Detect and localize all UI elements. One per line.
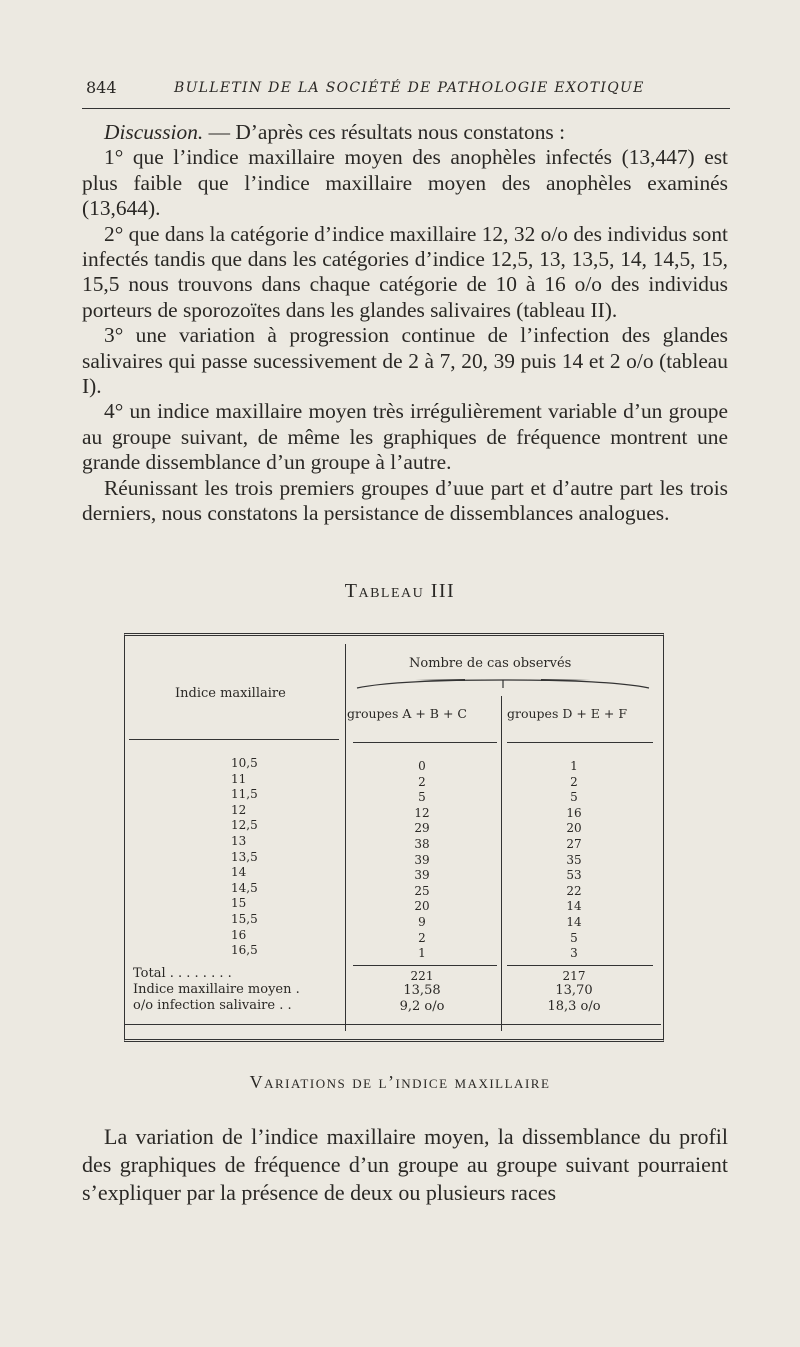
table-cell-a: 39 xyxy=(414,868,430,883)
table-cell-a: 0 xyxy=(418,759,426,773)
header-brace xyxy=(355,676,651,694)
table-cell-index: 12,5 xyxy=(231,818,258,833)
mean-abc: 13,58 xyxy=(403,983,441,998)
column-divider-1 xyxy=(345,644,346,1031)
cases-column-header: Nombre de cas observés xyxy=(409,656,572,671)
total-rule-1 xyxy=(353,965,497,966)
table-cell-b: 14 xyxy=(566,914,582,929)
infection-label: o/o infection salivaire . . xyxy=(133,998,292,1013)
page-number: 844 xyxy=(86,78,117,97)
table-cell-index: 13 xyxy=(231,833,247,848)
table-cell-index: 10,5 xyxy=(231,756,258,770)
data-table xyxy=(124,633,664,1042)
table-cell-b: 53 xyxy=(566,868,582,883)
final-paragraph: La variation de l’indice maxillaire moyen, la dissemblance du profil des graphiques de fréquence d’un groupe au groupe suivant pourraient s’expliquer par la présence de deux ou plusieurs races xyxy=(82,1124,728,1205)
table-cell-b: 1 xyxy=(570,759,578,773)
table-cell-a: 29 xyxy=(414,821,430,836)
table-cell-index: 16 xyxy=(231,927,247,942)
point-1: 1° que l’indice maxillaire moyen des anophèles infectés (13,447) est plus faible que l’indice maxillaire moyen des anophèles examinés (13,644). xyxy=(82,145,728,221)
table-cell-b: 3 xyxy=(570,946,578,961)
table-cell-index: 15,5 xyxy=(231,911,258,926)
header-rule-1 xyxy=(129,739,339,740)
bottom-inner-rule xyxy=(125,1024,661,1025)
table-cell-a: 2 xyxy=(418,930,426,945)
table-cell-index: 14 xyxy=(231,865,247,880)
infection-abc: 9,2 o/o xyxy=(399,999,445,1014)
final-section xyxy=(82,1123,728,1207)
table-cell-b: 27 xyxy=(566,836,582,851)
point-2: 2° que dans la catégorie d’indice maxillaire 12, 32 o/o des individus sont infectés tandis que dans les catégories d’indice 12,5, 13, 13,5, 14, 14,5, 15, 15,5 nous trouvons dans chaque catégorie de 10 à 16 o/o des individus porteurs de sporozoïtes dans les glandes salivaires (tableau II). xyxy=(82,221,728,322)
table-cell-a: 25 xyxy=(414,883,430,898)
running-header xyxy=(82,74,730,109)
table-cell-a: 20 xyxy=(414,899,430,914)
infection-def: 18,3 o/o xyxy=(547,999,601,1014)
group-def-values-column xyxy=(509,759,639,962)
table-cell-index: 11,5 xyxy=(231,787,258,802)
table-cell-index: 12 xyxy=(231,802,247,817)
table-cell-b: 20 xyxy=(566,821,582,836)
index-column-header: Indice maxillaire xyxy=(175,686,286,701)
table-cell-b: 16 xyxy=(566,805,582,820)
table-cell-a: 9 xyxy=(418,914,426,929)
table-cell-b: 5 xyxy=(570,790,578,805)
point-3: 3° une variation à progression continue de l’infection des glandes salivaires qui passe sucessivement de 2 à 7, 20, 39 puis 14 et 2 o/o (tableau I). xyxy=(82,323,728,399)
table-cell-index: 15 xyxy=(231,896,247,911)
table-cell-a: 12 xyxy=(414,805,430,820)
group-abc-header: groupes A + B + C xyxy=(347,706,467,721)
table-cell-b: 22 xyxy=(566,883,582,898)
table-cell-index: 11 xyxy=(231,771,247,786)
discussion-intro-text: — D’après ces résultats nous constatons : xyxy=(203,120,566,144)
discussion-section xyxy=(82,120,728,527)
journal-title: BULLETIN DE LA SOCIÉTÉ DE PATHOLOGIE EXOTIQUE xyxy=(174,80,645,96)
table-cell-b: 35 xyxy=(566,852,582,867)
discussion-intro xyxy=(82,120,728,145)
table-cell-a: 38 xyxy=(414,836,430,851)
mean-def: 13,70 xyxy=(555,983,593,998)
total-abc: 221 xyxy=(410,969,434,983)
table-title: Tableau III xyxy=(344,580,456,602)
mean-index-label: Indice maxillaire moyen . xyxy=(133,982,300,997)
table-cell-a: 1 xyxy=(418,946,426,961)
index-values-column xyxy=(231,756,258,959)
header-rule-2 xyxy=(353,742,497,743)
table-cell-b: 14 xyxy=(566,899,582,914)
section-title: Variations de l’indice maxillaire xyxy=(249,1072,551,1092)
table-cell-b: 5 xyxy=(570,930,578,945)
table-cell-index: 16,5 xyxy=(231,943,258,958)
column-divider-2 xyxy=(501,696,502,1031)
conclusion-paragraph: Réunissant les trois premiers groupes d’uue part et d’autre part les trois derniers, nous constatons la persistance de dissemblances analogues. xyxy=(82,475,728,526)
table-cell-index: 13,5 xyxy=(231,849,258,864)
table-cell-a: 2 xyxy=(418,774,426,789)
table-cell-b: 2 xyxy=(570,774,578,789)
total-rule-2 xyxy=(507,965,653,966)
table-cell-index: 14,5 xyxy=(231,880,258,895)
table-cell-a: 5 xyxy=(418,790,426,805)
total-def: 217 xyxy=(562,969,586,983)
point-4: 4° un indice maxillaire moyen très irrégulièrement variable d’un groupe au groupe suivant, de même les graphiques de fréquence montrent une grande dissemblance d’un groupe à l’autre. xyxy=(82,399,728,475)
total-label: Total . . . . . . . . xyxy=(133,966,232,981)
group-abc-values-column xyxy=(357,759,487,962)
discussion-label: Discussion. xyxy=(104,120,204,144)
header-rule-3 xyxy=(507,742,653,743)
group-def-header: groupes D + E + F xyxy=(507,706,628,721)
table-cell-a: 39 xyxy=(414,852,430,867)
